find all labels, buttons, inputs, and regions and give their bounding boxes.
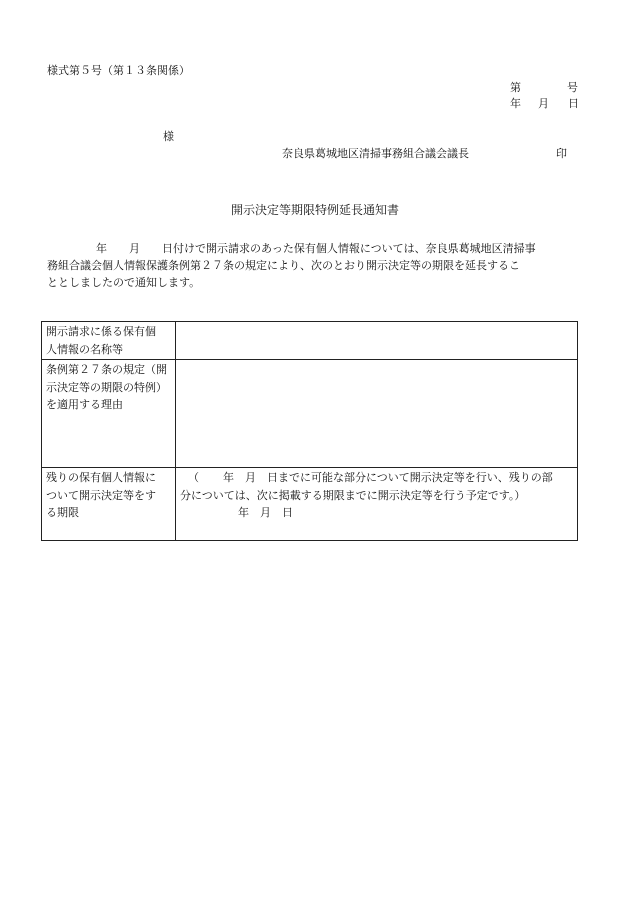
deadline-line-3 xyxy=(180,504,573,522)
document-number-suffix: 号 xyxy=(567,81,578,94)
notice-body-line-2: 務組合議会個人情報保護条例第２７条の規定により、次のとおり開示決定等の期限を延長するこ xyxy=(47,259,520,273)
table-row xyxy=(42,322,578,360)
notice-body xyxy=(47,240,583,291)
deadline-year: 年 xyxy=(238,506,249,520)
label-line: ついて開示決定等をす xyxy=(46,488,156,502)
partial-date-year: 年 xyxy=(223,471,234,485)
body-date-year: 年 xyxy=(96,242,107,255)
notice-body-line-3: ととしましたので通知します。 xyxy=(47,276,201,290)
table-row xyxy=(42,360,578,468)
value-cell-deadline xyxy=(176,468,578,541)
date-year: 年 xyxy=(510,97,521,110)
value-cell-reason xyxy=(176,360,578,468)
label-line: る期限 xyxy=(46,506,79,520)
label-line: 開示請求に係る保有個 xyxy=(46,325,156,338)
body-line-1-text: 日付けで開示請求のあった保有個人情報については、奈良県葛城地区清掃事 xyxy=(162,242,536,255)
label-line: を適用する理由 xyxy=(46,398,123,412)
deadline-month: 月 xyxy=(260,506,271,520)
deadline-line-2: 分については、次に掲載する期限までに開示決定等を行う予定です。） xyxy=(180,488,526,502)
notice-body-line-1 xyxy=(47,240,583,257)
deadline-day: 日 xyxy=(282,506,293,520)
label-cell-reason xyxy=(42,360,176,468)
form-number: 様式第５号（第１３条関係） xyxy=(47,64,190,77)
sender-title: 奈良県葛城地区清掃事務組合議会議長 xyxy=(282,147,469,160)
date-day: 日 xyxy=(568,97,579,110)
label-line: 人情報の名称等 xyxy=(46,342,123,356)
document-title: 開示決定等期限特例延長通知書 xyxy=(230,203,399,217)
body-date-month: 月 xyxy=(129,242,140,255)
open-paren: （ xyxy=(188,471,199,485)
date-month: 月 xyxy=(538,97,549,110)
label-line: 示決定等の期限の特例） xyxy=(46,380,167,394)
table-row xyxy=(42,468,578,541)
label-line: 残りの保有個人情報に xyxy=(46,471,156,485)
value-cell-record-name xyxy=(176,322,578,360)
document-number-label: 第 xyxy=(510,81,521,94)
label-cell-deadline xyxy=(42,468,176,541)
partial-date-month: 月 xyxy=(245,471,256,485)
deadline-line-1-text: 日までに可能な部分について開示決定等を行い、残りの部 xyxy=(267,471,553,485)
label-line: 条例第２７条の規定（開 xyxy=(46,363,167,377)
deadline-line-1 xyxy=(180,469,573,487)
seal-mark: 印 xyxy=(556,147,567,160)
recipient-honorific: 様 xyxy=(163,130,174,143)
label-cell-record-name xyxy=(42,322,176,360)
detail-table xyxy=(41,321,578,541)
